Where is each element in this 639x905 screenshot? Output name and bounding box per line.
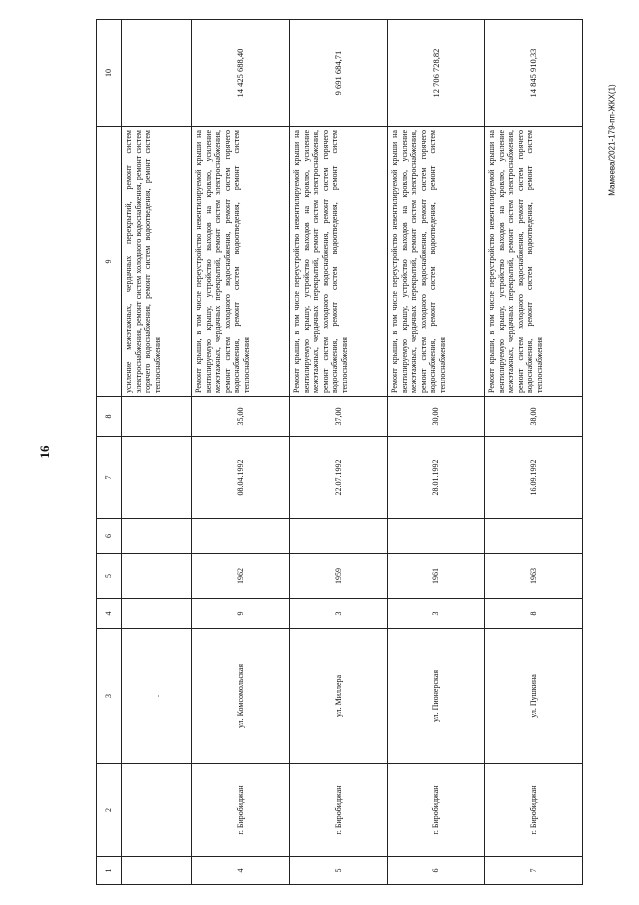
cell-street: ул. Пионерская	[388, 629, 485, 764]
cell-works: Ремонт крыши, в том числе переустройство невентилируемой крыши на вентилируемую крышу, устройство выходов на кровлю, усиление межэтажных, чердачных перекрытий, ремонт систем электроснабжения, ремонт систем холодного водоснабжения, ремонт систем горячего водоснабжения, ремонт систем водоотведения, ремонт систем теплоснабжения	[290, 127, 388, 397]
cell-col4: 3	[388, 599, 485, 629]
cell-year: 1963	[485, 554, 583, 599]
cell-date: 22.07.1992	[290, 437, 388, 519]
table-row	[192, 20, 290, 885]
cell-city	[122, 764, 192, 857]
cell-city: г. Биробиджан	[192, 764, 290, 857]
cell-street: ул. Комсомольская	[192, 629, 290, 764]
column-header: 7	[97, 437, 122, 519]
cell-col6	[485, 519, 583, 554]
cell-col4: 9	[192, 599, 290, 629]
cell-street: ул. Миллера	[290, 629, 388, 764]
header-row	[97, 20, 122, 885]
page-number: 16	[37, 445, 52, 459]
cell-area: 35,00	[192, 397, 290, 437]
cell-works: Ремонт крыши, в том числе переустройство невентилируемой крыши на вентилируемую крышу, устройство выходов на кровлю, усиление межэтажных, чердачных перекрытий, ремонт систем электроснабжения, ремонт систем холодного водоснабжения, ремонт систем горячего водоснабжения, ремонт систем водоотведения, ремонт систем теплоснабжения	[485, 127, 583, 397]
cell-city: г. Биробиджан	[485, 764, 583, 857]
column-header: 6	[97, 519, 122, 554]
column-header: 4	[97, 599, 122, 629]
cell-area: 37,00	[290, 397, 388, 437]
cell-city: г. Биробиджан	[290, 764, 388, 857]
column-header: 8	[97, 397, 122, 437]
cell-area: 30,00	[388, 397, 485, 437]
table-row	[485, 20, 583, 885]
cell-city: г. Биробиджан	[388, 764, 485, 857]
cell-col6	[290, 519, 388, 554]
cell-works: Ремонт крыши, в том числе переустройство невентилируемой крыши на вентилируемую крышу, устройство выходов на кровлю, усиление межэтажных, чердачных перекрытий, ремонт систем электроснабжения, ремонт систем холодного водоснабжения, ремонт систем горячего водоснабжения, ремонт систем водоотведения, ремонт систем теплоснабжения	[192, 127, 290, 397]
cell-col6	[122, 519, 192, 554]
cell-cost: 14 845 910,33	[485, 20, 583, 127]
cell-works: усиление межэтажных, чердачных перекрытий, ремонт систем электроснабжения, ремонт систем холодного водоснабжения, ремонт систем горячего водоснабжения, ремонт систем водоотведения, ремонт систем теплоснабжения	[122, 127, 192, 397]
cell-col4	[122, 599, 192, 629]
column-header: 3	[97, 629, 122, 764]
cell-cost: 12 706 728,82	[388, 20, 485, 127]
cell-col4: 3	[290, 599, 388, 629]
cell-area	[122, 397, 192, 437]
cell-date: 08.04.1992	[192, 437, 290, 519]
cell-cost: 9 691 684,71	[290, 20, 388, 127]
column-header: 9	[97, 127, 122, 397]
cell-col6	[388, 519, 485, 554]
cell-number: 4	[192, 857, 290, 885]
cell-number	[122, 857, 192, 885]
cell-year: 1959	[290, 554, 388, 599]
cell-area: 38,00	[485, 397, 583, 437]
repair-table	[96, 19, 583, 885]
cell-street: .	[122, 629, 192, 764]
cell-number: 5	[290, 857, 388, 885]
cell-year: 1962	[192, 554, 290, 599]
table-row	[388, 20, 485, 885]
column-header: 1	[97, 857, 122, 885]
cell-cost	[122, 20, 192, 127]
table-row	[290, 20, 388, 885]
column-header: 2	[97, 764, 122, 857]
table-container	[96, 20, 582, 885]
column-header: 10	[97, 20, 122, 127]
cell-year	[122, 554, 192, 599]
column-header: 5	[97, 554, 122, 599]
document-code: Мамеева/2021-179-пп-ЖКХ(1)	[607, 84, 617, 196]
cell-col4: 8	[485, 599, 583, 629]
cell-works: Ремонт крыши, в том числе переустройство невентилируемой крыши на вентилируемую крышу, устройство выходов на кровлю, усиление межэтажных, чердачных перекрытий, ремонт систем электроснабжения, ремонт систем холодного водоснабжения, ремонт систем горячего водоснабжения, ремонт систем водоотведения, ремонт систем теплоснабжения	[388, 127, 485, 397]
cell-date	[122, 437, 192, 519]
table-row	[122, 20, 192, 885]
cell-number: 6	[388, 857, 485, 885]
cell-date: 16.09.1992	[485, 437, 583, 519]
cell-cost: 14 425 688,40	[192, 20, 290, 127]
cell-street: ул. Пушкина	[485, 629, 583, 764]
cell-col6	[192, 519, 290, 554]
cell-number: 7	[485, 857, 583, 885]
cell-year: 1961	[388, 554, 485, 599]
cell-date: 28.01.1992	[388, 437, 485, 519]
